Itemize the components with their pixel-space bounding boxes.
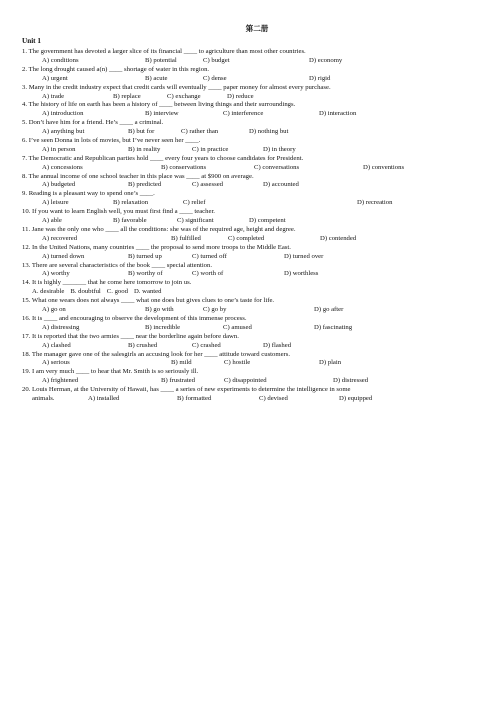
answer-option: B) conservations: [161, 163, 207, 171]
answer-option: A. desirable: [32, 288, 65, 296]
answer-option: A) serious: [42, 359, 70, 367]
question-text: The Democratic and Republican parties hold ____ every four years to choose candidates for President.: [28, 154, 304, 162]
answer-option: D) competent: [249, 217, 286, 225]
question-text: The history of life on earth has been a history of ____ between living things and their surroundings.: [28, 101, 296, 109]
answer-option: A) clashed: [42, 341, 71, 349]
question-text: There are several characteristics of the book ____ special attention.: [31, 261, 213, 269]
question-item: [22, 101, 474, 119]
answer-option: D) worthless: [284, 270, 319, 278]
question-stem: [22, 333, 474, 342]
answer-option: B. doubtful: [70, 288, 101, 296]
answer-option: D) contended: [320, 234, 357, 242]
answer-option: D) conventions: [363, 163, 405, 171]
answer-option: D) interaction: [319, 110, 357, 118]
question-text: It is highly _______ that he come here tomorrow to join us.: [32, 279, 192, 287]
answer-option: D) economy: [309, 56, 343, 64]
question-stem: [22, 315, 474, 324]
answer-option: D) nothing but: [249, 128, 289, 136]
answer-option: A) anything but: [42, 128, 85, 136]
question-number: 9.: [22, 190, 28, 198]
question-number: 7.: [22, 154, 28, 162]
answer-option: A) leisure: [42, 199, 69, 207]
question-item: [22, 333, 474, 351]
question-text: Louis Herman, at the University of Hawaii, has ____ a series of new experiments to determine the intelligence in some: [32, 386, 351, 394]
answer-option: A) frightened: [42, 377, 79, 385]
question-stem: [22, 351, 474, 360]
answer-option: C) completed: [228, 234, 265, 242]
question-number: 3.: [22, 83, 28, 91]
answer-option: D) recreation: [357, 199, 393, 207]
question-stem: [22, 137, 474, 146]
question-number: 14.: [22, 279, 31, 287]
answer-option: B) formatted: [177, 395, 212, 403]
question-text: The long drought caused a(n) ____ shortage of water in this region.: [28, 65, 210, 73]
unit-heading: Unit 1: [22, 37, 41, 45]
question-number: 17.: [22, 332, 31, 340]
question-stem: [22, 84, 474, 93]
answer-option: D) accounted: [263, 181, 299, 189]
question-number: 1.: [22, 48, 28, 55]
question-item: [22, 244, 474, 262]
question-text: What one wears does not always ____ what one does but gives clues to one’s taste for life.: [31, 297, 275, 305]
answer-option: D) plain: [319, 359, 342, 367]
question-item: [22, 155, 474, 173]
answer-option: B) predicted: [128, 181, 162, 189]
question-number: 11.: [22, 225, 31, 233]
answer-option: C) relief: [183, 199, 206, 207]
question-text: The government has devoted a larger slice of its financial ____ to agriculture than most other countries.: [28, 48, 306, 55]
question-text: I’ve seen Donna in lots of movies, but I’ve never seen her ____.: [28, 136, 201, 144]
answer-option: B) but for: [128, 128, 155, 136]
question-number: 18.: [22, 350, 31, 358]
answer-option: C) assessed: [192, 181, 224, 189]
answer-options: [22, 306, 474, 315]
answer-option: B) relaxation: [113, 199, 149, 207]
answer-options: [22, 359, 474, 368]
answer-option: C) interference: [223, 110, 264, 118]
question-number: 6.: [22, 136, 28, 144]
answer-option: B) go with: [145, 306, 174, 314]
answer-option: C) devised: [259, 395, 288, 403]
answer-option: B) fulfilled: [171, 234, 201, 242]
question-number: 4.: [22, 101, 28, 109]
question-stem: [22, 101, 474, 110]
question-text: The manager gave one of the salesgirls an accusing look for her ____ attitude toward customers.: [31, 350, 291, 358]
question-number: 13.: [22, 261, 31, 269]
answer-option: D) equipped: [339, 395, 373, 403]
question-text: I am very much ____ to hear that Mr. Smith is so seriously ill.: [32, 368, 199, 376]
question-number: 19.: [22, 368, 31, 376]
answer-option: A) introduction: [42, 110, 84, 118]
question-item: [22, 297, 474, 315]
answer-option: B) crushed: [128, 341, 158, 349]
question-item: [22, 279, 474, 297]
answer-options: [22, 377, 474, 386]
answer-option: D) reduce: [227, 92, 254, 100]
question-item: [22, 84, 474, 102]
answer-option: A) budgeted: [42, 181, 76, 189]
question-stem: [22, 386, 474, 395]
question-item: [22, 351, 474, 369]
answer-option: C. good: [106, 288, 128, 296]
answer-option: B) incredible: [145, 323, 181, 331]
answer-option: B) acute: [145, 74, 168, 82]
answer-options: [22, 199, 474, 208]
answer-option: A) distressing: [42, 323, 80, 331]
answer-option: C) turned off: [192, 252, 227, 260]
answer-option: B) in reality: [128, 145, 161, 153]
answer-option: B) mild: [171, 359, 192, 367]
answer-option: C) hostile: [224, 359, 251, 367]
answer-option: C) significant: [177, 217, 214, 225]
answer-option: A) in person: [42, 145, 76, 153]
question-stem: [22, 66, 474, 75]
answer-options: [22, 324, 474, 333]
answer-option: D. wanted: [133, 288, 162, 296]
question-list: [22, 48, 474, 404]
answer-options: [22, 235, 474, 244]
question-number: 2.: [22, 65, 28, 73]
question-number: 10.: [22, 208, 31, 216]
answer-option: D) distressed: [333, 377, 369, 385]
question-stem: [22, 279, 474, 288]
answer-options: [22, 253, 474, 262]
question-number: 16.: [22, 314, 31, 322]
question-item: [22, 262, 474, 280]
answer-option: A) able: [42, 217, 62, 225]
answer-option: C) exchange: [167, 92, 201, 100]
answer-options: [22, 288, 474, 297]
answer-option: A) urgent: [42, 74, 68, 82]
answer-option: B) potential: [145, 56, 177, 64]
answer-option: B) worthy of: [128, 270, 163, 278]
question-text: In the United Nations, many countries ____ the proposal to send more troops to the Middle East.: [32, 243, 291, 251]
question-stem: [22, 48, 474, 57]
answer-option: B) replace: [113, 92, 141, 100]
answer-option: A) conditions: [42, 56, 79, 64]
question-text: Reading is a pleasant way to spend one’s ____.: [28, 190, 155, 198]
answer-option: A) installed: [88, 395, 120, 403]
answer-options: [22, 181, 474, 190]
answer-option: D) fascinating: [314, 323, 353, 331]
question-stem: [22, 297, 474, 306]
answer-option: D) go after: [314, 306, 344, 314]
answer-option: C) disappointed: [224, 377, 267, 385]
question-item: [22, 208, 474, 226]
question-item: [22, 173, 474, 191]
answer-option: C) rather than: [181, 128, 219, 136]
question-stem: [22, 262, 474, 271]
answer-option: D) rigid: [309, 74, 331, 82]
question-item: [22, 226, 474, 244]
answer-options: [22, 270, 474, 279]
answer-option: C) go by: [203, 306, 227, 314]
answer-options: [22, 75, 474, 84]
answer-option: C) budget: [203, 56, 230, 64]
answer-option: A) concessions: [42, 163, 83, 171]
question-item: [22, 48, 474, 66]
answer-option: A) trade: [42, 92, 65, 100]
answer-option: A) worthy: [42, 270, 70, 278]
answer-options: [22, 395, 474, 404]
question-item: [22, 137, 474, 155]
question-text: Don’t have him for a friend. He’s ____ a criminal.: [28, 119, 164, 127]
answer-options: [22, 217, 474, 226]
answer-option: C) conversations: [254, 163, 300, 171]
answer-options: [22, 93, 474, 102]
question-text-continued: animals.: [32, 395, 55, 403]
answer-option: A) go on: [42, 306, 66, 314]
question-stem: [22, 368, 474, 377]
question-stem: [22, 208, 474, 217]
answer-option: D) turned over: [284, 252, 324, 260]
question-text: The annual income of one school teacher in this place was ____ at $900 on average.: [28, 172, 254, 180]
question-stem: [22, 226, 474, 235]
question-number: 20.: [22, 386, 31, 394]
question-item: [22, 368, 474, 386]
question-item: [22, 190, 474, 208]
answer-option: C) in practice: [192, 145, 229, 153]
question-number: 15.: [22, 297, 31, 305]
answer-options: [22, 110, 474, 119]
answer-option: C) crashed: [192, 341, 221, 349]
question-text: It is reported that the two armies ____ near the borderline again before dawn.: [32, 332, 239, 340]
question-item: [22, 315, 474, 333]
answer-option: B) frustrated: [161, 377, 195, 385]
question-text: Many in the credit industry expect that credit cards will eventually ____ paper money for almost every purchase.: [28, 83, 331, 91]
answer-options: [22, 342, 474, 351]
answer-options: [22, 146, 474, 155]
answer-option: B) interview: [145, 110, 179, 118]
worksheet-page: [22, 24, 474, 404]
answer-options: [22, 164, 474, 173]
question-stem: [22, 155, 474, 164]
question-text: Jane was the only one who ____ all the conditions: she was of the required age, height and degree.: [31, 225, 296, 233]
answer-option: D) flashed: [263, 341, 292, 349]
question-item: [22, 386, 474, 404]
question-number: 12.: [22, 243, 31, 251]
answer-options: [22, 128, 474, 137]
question-number: 5.: [22, 119, 28, 127]
question-stem: [22, 173, 474, 182]
answer-option: A) turned down: [42, 252, 85, 260]
answer-option: C) amused: [223, 323, 252, 331]
question-item: [22, 66, 474, 84]
answer-option: D) in theory: [263, 145, 296, 153]
question-number: 8.: [22, 172, 28, 180]
question-text: It is ____ and encouraging to observe the development of this immense process.: [32, 314, 247, 322]
question-item: [22, 119, 474, 137]
answer-option: C) dense: [203, 74, 227, 82]
question-stem: [22, 119, 474, 128]
answer-option: B) favorable: [113, 217, 147, 225]
answer-option: A) recovered: [42, 234, 78, 242]
page-title: 第二册: [245, 24, 269, 33]
answer-options: [22, 57, 474, 66]
answer-option: B) turned up: [128, 252, 162, 260]
question-stem: [22, 190, 474, 199]
answer-option: C) worth of: [192, 270, 224, 278]
question-text: If you want to learn English well, you must first find a ____ teacher.: [32, 208, 215, 216]
question-stem: [22, 244, 474, 253]
